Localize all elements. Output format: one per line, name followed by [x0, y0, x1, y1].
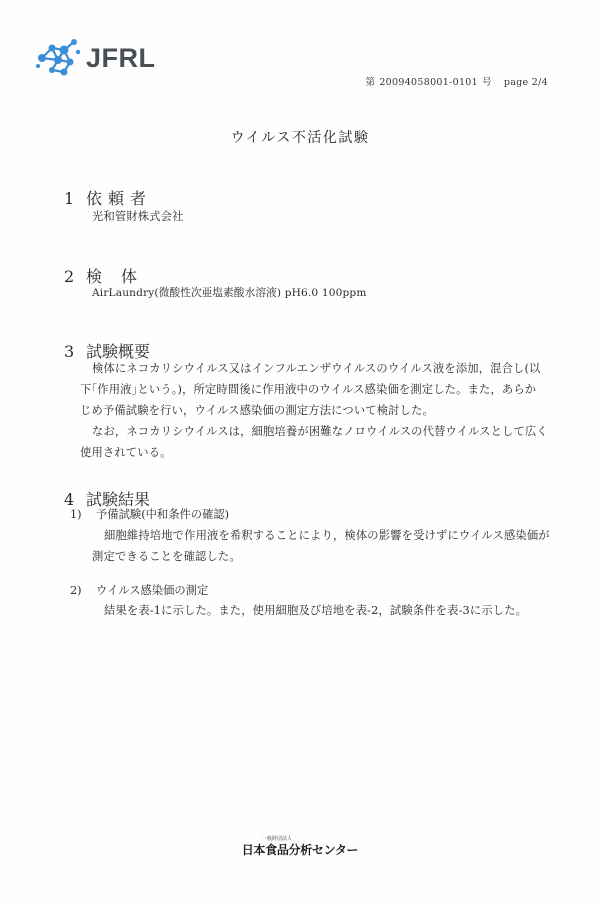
section-2-title: 検体: [86, 267, 157, 286]
section-3-heading: [64, 339, 150, 362]
footer-org-type: 一般財団法人: [261, 836, 292, 842]
subsection-2-number: 2): [70, 584, 82, 597]
overview-line: なお，ネコカリシウイルスは，細胞培養が困難なノロウイルスの代替ウイルスとして広く: [92, 425, 548, 438]
subsection-2-heading: [70, 582, 208, 598]
section-3-number: 3: [64, 342, 75, 361]
logo-text: JFRL: [86, 43, 156, 73]
page-label: page 2/4: [503, 77, 548, 88]
footer-organization: [0, 836, 600, 857]
subsection-1-line: 測定できることを確認した。: [92, 550, 241, 563]
overview-line: 使用されている。: [80, 446, 172, 459]
client-name: 光和管財株式会社: [92, 210, 184, 223]
subsection-1-line: 細胞維持培地で作用液を希釈することにより，検体の影響を受けずにウイルス感染価が: [104, 529, 550, 542]
sample-description: AirLaundry(微酸性次亜塩素酸水溶液) pH6.0 100ppm: [92, 287, 367, 299]
section-1-heading: [64, 186, 152, 209]
subsection-2-line: 結果を表-1に示した。また，使用細胞及び培地を表-2，試験条件を表-3に示した。: [104, 604, 528, 617]
section-1-number: 1: [64, 189, 75, 208]
overview-line: 検体にネコカリシウイルス又はインフルエンザウイルスのウイルス液を添加，混合し(以: [92, 362, 541, 375]
section-4-title: 試験結果: [86, 490, 151, 509]
section-2-number: 2: [64, 267, 75, 286]
subsection-1-heading: [70, 506, 229, 522]
overview-line: じめ予備試験を行い，ウイルス感染価の測定方法について検討した。: [80, 404, 434, 417]
document-title: ウイルス不活化試験: [230, 130, 370, 146]
report-prefix: 第: [365, 77, 376, 88]
footer-org-name: 日本食品分析センター: [241, 843, 359, 857]
report-suffix: 号: [482, 77, 492, 88]
subsection-2-title: ウイルス感染価の測定: [96, 584, 209, 597]
report-number-line: [366, 74, 548, 88]
section-3-title: 試験概要: [86, 342, 151, 361]
overview-line: 下｢作用液｣という。)，所定時間後に作用液中のウイルス感染価を測定した。また，あらか: [80, 383, 537, 396]
report-number: 20094058001-0101: [379, 77, 479, 88]
section-2-heading: [64, 264, 156, 287]
jfrl-logo: [34, 36, 156, 78]
section-4-number: 4: [64, 490, 75, 509]
subsection-1-title: 予備試験(中和条件の確認): [96, 508, 230, 521]
jfrl-network-logo-icon: [34, 36, 84, 78]
section-1-title: 依頼者: [86, 189, 153, 208]
subsection-1-number: 1): [70, 508, 82, 521]
